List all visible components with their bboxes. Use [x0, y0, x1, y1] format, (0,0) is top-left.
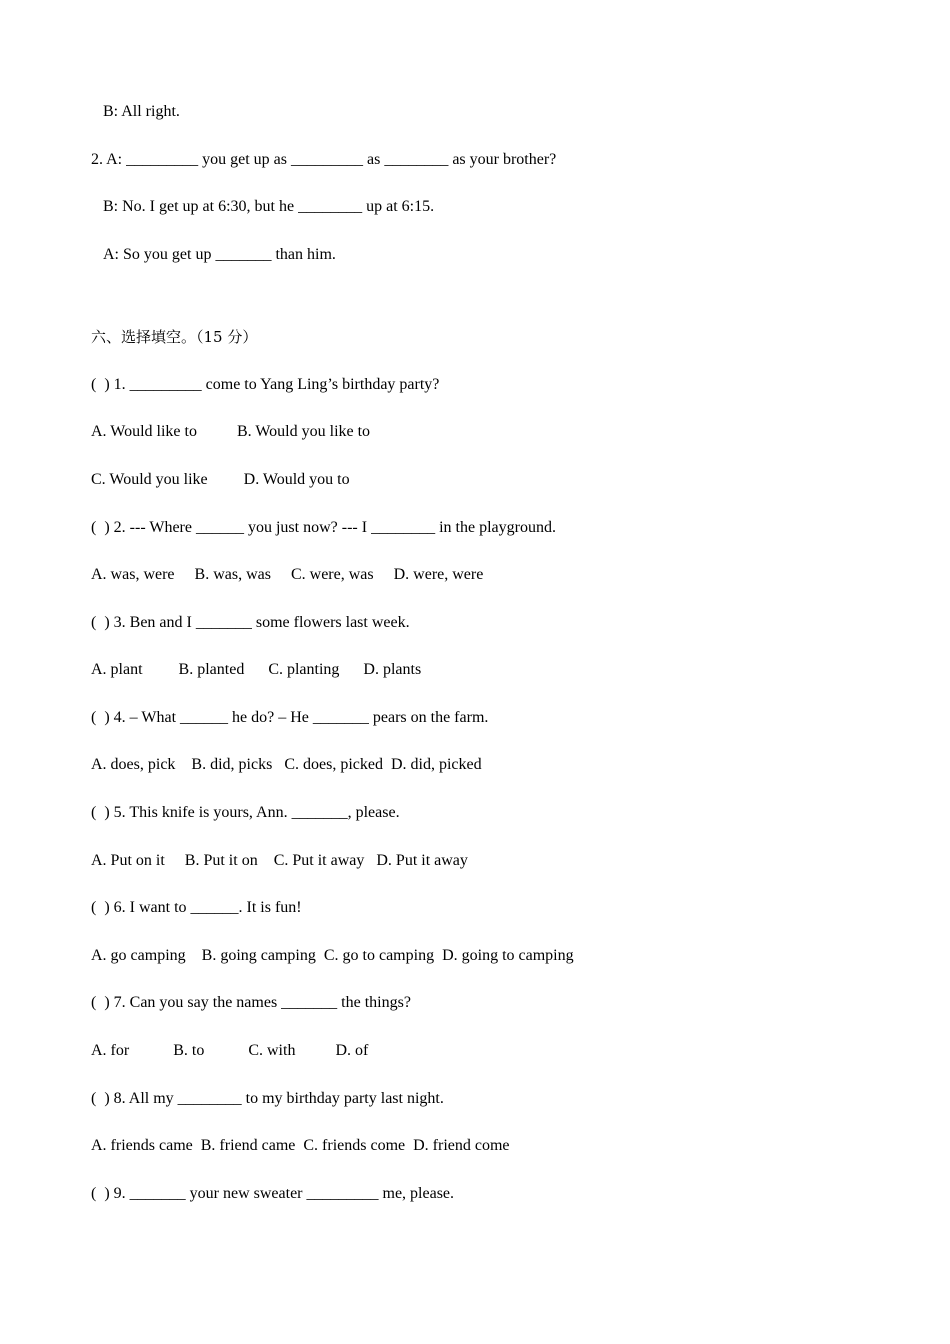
- question-9-stem: ( ) 9. _______ your new sweater _________ me, please.: [91, 1185, 455, 1202]
- question-7-stem: ( ) 7. Can you say the names _______ the things?: [91, 994, 411, 1011]
- question-2-line-a2: A: So you get up _______ than him.: [103, 246, 336, 263]
- question-1-stem: ( ) 1. _________ come to Yang Ling’s birthday party?: [91, 376, 440, 393]
- question-5-stem: ( ) 5. This knife is yours, Ann. _______, please.: [91, 804, 400, 821]
- question-2-line-a: 2. A: _________ you get up as _________ as ________ as your brother?: [91, 151, 557, 168]
- question-5-options: A. Put on it B. Put it on C. Put it away D. Put it away: [91, 852, 468, 869]
- question-8-stem: ( ) 8. All my ________ to my birthday party last night.: [91, 1090, 444, 1107]
- question-2-line-b: B: No. I get up at 6:30, but he ________ up at 6:15.: [103, 198, 435, 215]
- question-1-options-c-d: C. Would you like D. Would you to: [91, 471, 350, 488]
- question-6-stem: ( ) 6. I want to ______. It is fun!: [91, 899, 302, 916]
- question-2-options: A. was, were B. was, was C. were, was D. were, were: [91, 566, 484, 583]
- question-8-options: A. friends came B. friend came C. friends come D. friend come: [91, 1137, 510, 1154]
- question-1-options-a-b: A. Would like to B. Would you like to: [91, 423, 371, 440]
- question-2-stem: ( ) 2. --- Where ______ you just now? --- I ________ in the playground.: [91, 519, 556, 536]
- question-3-options: A. plant B. planted C. planting D. plants: [91, 661, 422, 678]
- section-6-heading: 六、选择填空。（15 分）: [91, 328, 258, 346]
- question-4-options: A. does, pick B. did, picks C. does, picked D. did, picked: [91, 756, 482, 773]
- dialogue-line-b-all-right: B: All right.: [103, 103, 180, 120]
- question-4-stem: ( ) 4. – What ______ he do? – He _______ pears on the farm.: [91, 709, 489, 726]
- question-3-stem: ( ) 3. Ben and I _______ some flowers last week.: [91, 614, 410, 631]
- question-6-options: A. go camping B. going camping C. go to camping D. going to camping: [91, 947, 574, 964]
- question-7-options: A. for B. to C. with D. of: [91, 1042, 369, 1059]
